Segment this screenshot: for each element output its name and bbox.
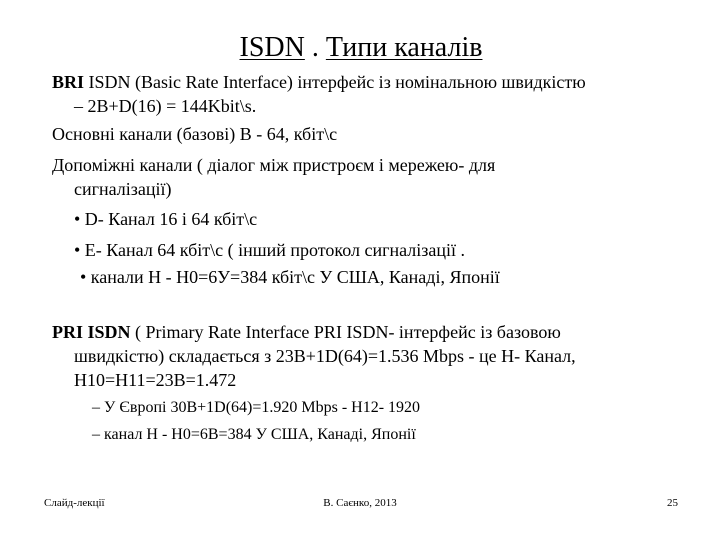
- slide-title: [0, 31, 720, 65]
- pri-line-1: PRI ISDN ( Primary Rate Interface PRI ISDN- інтерфейс із базовою: [52, 322, 561, 342]
- main-channels-text: Основні канали (базові) B - 64, кбіт\с: [52, 124, 338, 144]
- title-separator: .: [304, 32, 326, 63]
- pri-line-2: швидкістю) складається з 23B+1D(64)=1.536 Mbps - це H- Канал,: [74, 346, 576, 366]
- pri-line-3: H10=H11=23B=1.472: [74, 370, 237, 390]
- bullet-d-channel: • D- Канал 16 і 64 кбіт\с: [74, 209, 258, 229]
- bullet-h-channels: • канали H - H0=6У=384 кбіт\с У США, Канаді, Японії: [80, 267, 500, 287]
- bri-line-1: BRI ISDN (Basic Rate Interface) інтерфейс із номінальною швидкістю: [52, 72, 586, 92]
- bri-line-2: – 2B+D(16) = 144Kbit\s.: [74, 96, 257, 116]
- page-number: 25: [667, 497, 678, 509]
- footer-author: В. Саєнко, 2013: [323, 497, 397, 509]
- pri-label: PRI ISDN: [52, 322, 131, 342]
- dash-h-channel: – канал H - H0=6B=384 У США, Канаді, Японії: [92, 426, 416, 443]
- pri-paragraph: [52, 320, 692, 392]
- dash-europe: – У Європі 30B+1D(64)=1.920 Mbps - H12- 1920: [92, 399, 421, 416]
- aux-channels-paragraph: [52, 153, 692, 201]
- aux-line-2: сигналізації): [74, 179, 172, 199]
- title-isdn: ISDN: [239, 32, 305, 63]
- aux-line-1: Допоміжні канали ( діалог між пристроєм і мережею- для: [52, 155, 496, 175]
- bri-label: BRI: [52, 72, 85, 92]
- bullet-e-channel: • E- Канал 64 кбіт\с ( інший протокол сигналізації .: [74, 240, 465, 260]
- footer-left: Слайд-лекції: [44, 497, 105, 509]
- bri-paragraph: [52, 70, 692, 118]
- title-channel-types: Типи каналів: [325, 32, 483, 63]
